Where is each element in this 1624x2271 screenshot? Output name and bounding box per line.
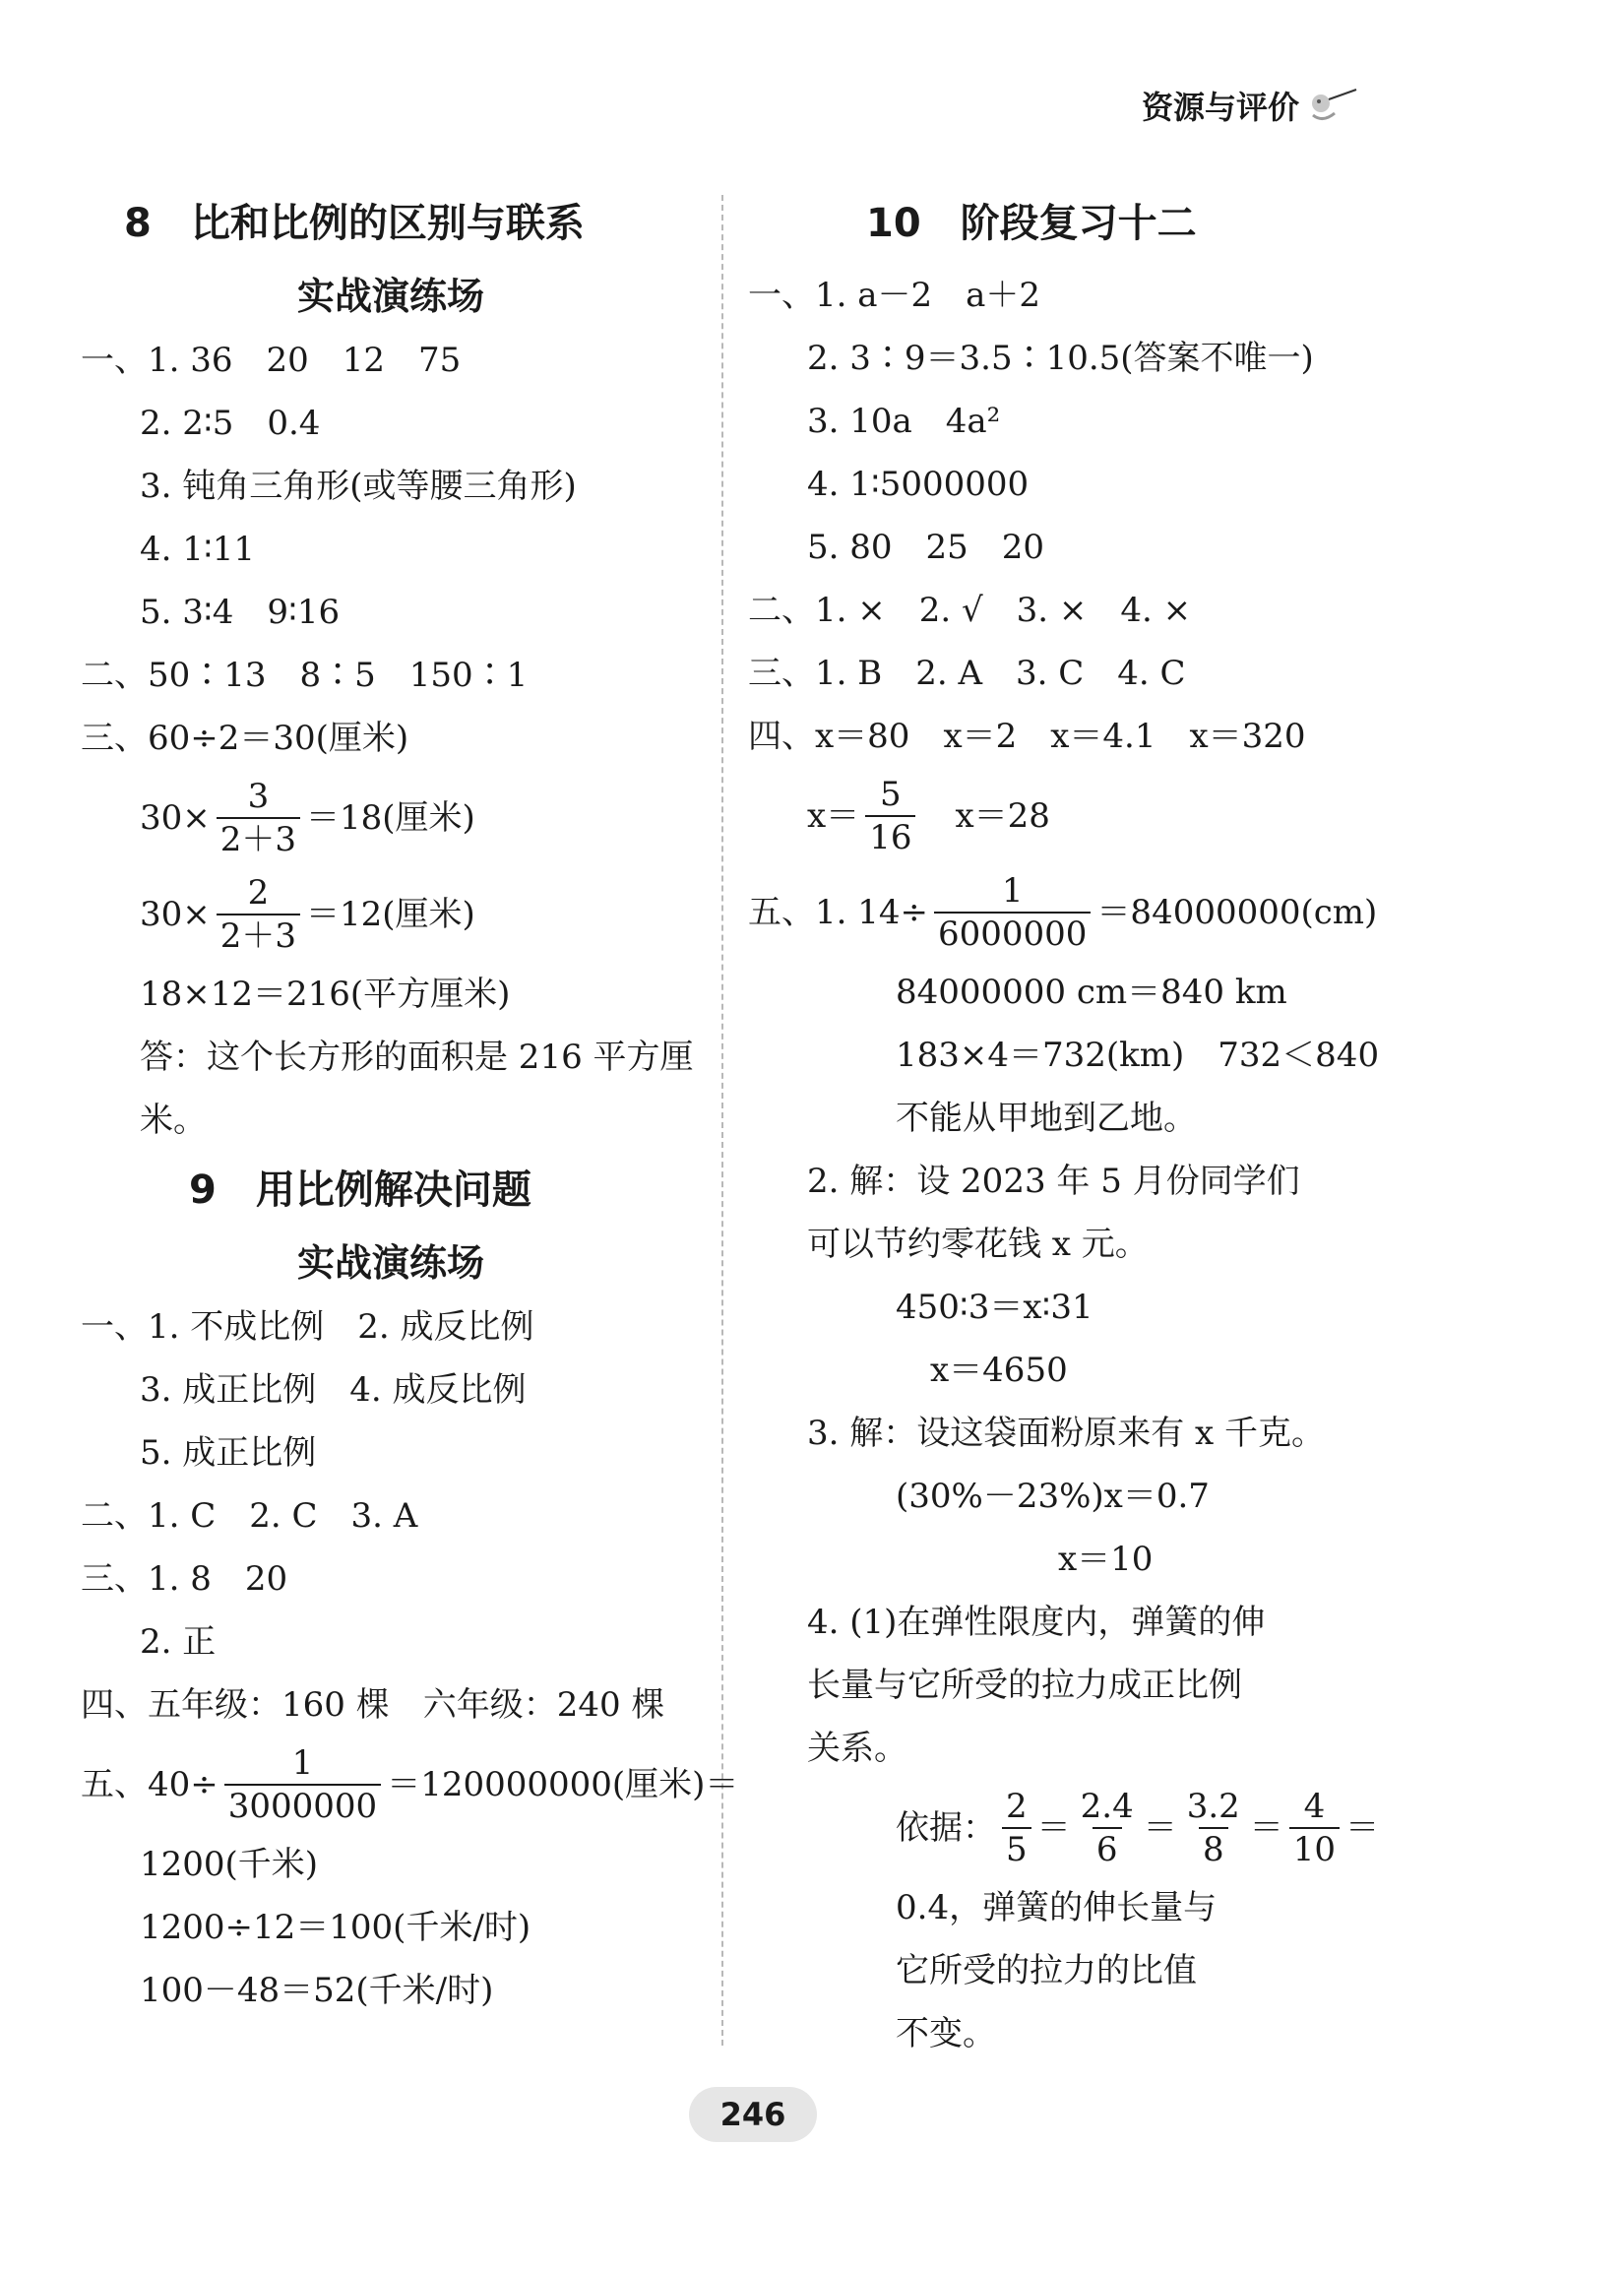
section-10-title: 10 阶段复习十二 — [866, 201, 1197, 246]
eq-suffix: ＝84000000(cm) — [1096, 893, 1378, 932]
answer-line: 5. 80 25 20 — [807, 528, 1045, 567]
answer-line: x＝10 — [1058, 1540, 1154, 1579]
eq-suffix: ＝12(厘米) — [306, 895, 475, 934]
numerator: 2.4 — [1080, 1787, 1134, 1826]
denominator: 5 — [1002, 1827, 1031, 1870]
fraction-equation — [748, 768, 1378, 864]
answer-line: 0.4，弹簧的伸长量与它所受的拉力的比值不变。 — [896, 1888, 1218, 2053]
answer-line: 3. 钝角三角形(或等腰三角形) — [140, 467, 577, 506]
basis-label: 依据： — [896, 1808, 996, 1848]
eq-suffix: x＝28 — [921, 796, 1050, 836]
numerator: 4 — [1303, 1787, 1326, 1826]
answer-line: 三、1. 8 20 — [81, 1559, 288, 1599]
answer-line: 2. 3∶9＝3.5∶10.5(答案不唯一) — [807, 339, 1314, 378]
answer-line: 一、1. a－2 a＋2 — [748, 276, 1041, 315]
eq-prefix: 30× — [140, 895, 211, 934]
question-4: 4. (1)在弹性限度内，弹簧的伸长量与它所受的拉力成正比例关系。 — [807, 1603, 1266, 1768]
answer-line: 5. 成正比例 — [140, 1433, 317, 1473]
numerator: 2 — [247, 873, 270, 913]
fraction — [1002, 1786, 1031, 1870]
numerator: 1 — [1001, 871, 1024, 911]
answer-line: 二、1. C 2. C 3. A — [81, 1496, 418, 1536]
question-2: 2. 解：设 2023 年 5 月份同学们可以节约零花钱 x 元。 — [807, 1162, 1300, 1264]
answer-line: 450∶3＝x∶31 — [896, 1288, 1093, 1327]
fraction-equation — [748, 864, 1378, 961]
fraction — [1077, 1786, 1138, 1870]
eq-prefix: 五、1. 14÷ — [748, 893, 928, 932]
answer-line: 三、1. B 2. A 3. C 4. C — [748, 654, 1186, 693]
section-8-title: 8 比和比例的区别与联系 — [124, 201, 585, 246]
answer-line: 2. 正 — [140, 1622, 217, 1662]
answer-line: 答：这个长方形的面积是 216 平方厘米。 — [140, 1038, 694, 1140]
numerator: 3.2 — [1186, 1787, 1240, 1826]
answer-line: 二、50∶13 8∶5 150∶1 — [81, 656, 529, 695]
denominator: 10 — [1289, 1827, 1340, 1870]
answer-line: 1200(千米) — [140, 1845, 319, 1884]
right-column — [748, 187, 1378, 2065]
section-9-subtitle: 实战演练场 — [296, 1241, 484, 1285]
denominator: 3000000 — [224, 1784, 381, 1827]
answer-line: 一、1. 不成比例 2. 成反比例 — [81, 1307, 534, 1347]
answer-line: 100－48＝52(千米/时) — [140, 1971, 494, 2010]
fraction — [1289, 1786, 1340, 1870]
page-number-text: 246 — [719, 2096, 786, 2133]
page-header — [1142, 83, 1360, 128]
eq-prefix: 五、40÷ — [81, 1765, 219, 1804]
section-8-subtitle: 实战演练场 — [296, 275, 484, 318]
numerator: 2 — [1006, 1787, 1028, 1826]
answer-line: x＝4650 — [930, 1351, 1068, 1390]
answer-line: 三、60÷2＝30(厘米) — [81, 719, 409, 758]
question-3: 3. 解：设这袋面粉原来有 x 千克。 — [807, 1414, 1326, 1453]
fraction-equation — [81, 1736, 739, 1833]
fraction — [934, 870, 1091, 955]
eq-prefix: x＝ — [807, 796, 860, 836]
denominator: 16 — [865, 815, 915, 858]
mascot-icon — [1307, 86, 1360, 125]
equals-sign: ＝ — [1249, 1808, 1283, 1848]
basis-equation — [748, 1780, 1378, 1876]
denominator: 6 — [1093, 1827, 1122, 1870]
eq-prefix: 30× — [140, 798, 211, 838]
section-9-title: 9 用比例解决问题 — [189, 1167, 531, 1213]
left-column — [81, 187, 739, 2022]
equals-sign: ＝ — [1143, 1808, 1177, 1848]
answer-line: 3. 10a 4a² — [807, 402, 1001, 441]
answer-line: 5. 3∶4 9∶16 — [140, 593, 341, 632]
equals-sign: ＝ — [1036, 1808, 1071, 1848]
answer-line: (30%－23%)x＝0.7 — [896, 1477, 1210, 1516]
answer-line: 不能从甲地到乙地。 — [896, 1099, 1197, 1138]
denominator: 2＋3 — [217, 817, 300, 860]
answer-line: 四、五年级：160 棵 六年级：240 棵 — [81, 1685, 665, 1725]
numerator: 1 — [291, 1743, 314, 1783]
answer-line: 2. 2∶5 0.4 — [140, 404, 321, 443]
answer-line: 1200÷12＝100(千米/时) — [140, 1908, 531, 1947]
fraction — [865, 774, 915, 858]
answer-line: 18×12＝216(平方厘米) — [140, 975, 511, 1014]
answer-line: 183×4＝732(km) 732＜840 — [896, 1036, 1380, 1075]
fraction-equation — [81, 866, 701, 963]
numerator: 5 — [880, 775, 902, 814]
fraction — [1183, 1786, 1244, 1870]
numerator: 3 — [247, 777, 270, 816]
denominator: 8 — [1199, 1827, 1228, 1870]
fraction — [224, 1742, 381, 1827]
header-title: 资源与评价 — [1141, 89, 1299, 126]
answer-line: 4. 1∶11 — [140, 530, 255, 569]
answer-line: 二、1. × 2. √ 3. × 4. × — [748, 591, 1192, 630]
denominator: 6000000 — [934, 912, 1091, 955]
denominator: 2＋3 — [217, 914, 300, 957]
fraction-equation — [81, 770, 701, 866]
answer-line: 3. 成正比例 4. 成反比例 — [140, 1370, 527, 1410]
page-number — [689, 2087, 817, 2142]
fraction — [217, 872, 300, 957]
answer-line: 4. 1∶5000000 — [807, 465, 1030, 504]
equals-sign: ＝ — [1345, 1808, 1380, 1848]
answer-line: 84000000 cm＝840 km — [896, 973, 1287, 1012]
fraction — [217, 776, 300, 860]
eq-suffix: ＝120000000(厘米)＝ — [387, 1765, 739, 1804]
answer-line: 四、x＝80 x＝2 x＝4.1 x＝320 — [748, 717, 1306, 756]
answer-line: 一、1. 36 20 12 75 — [81, 341, 462, 380]
eq-suffix: ＝18(厘米) — [306, 798, 475, 838]
